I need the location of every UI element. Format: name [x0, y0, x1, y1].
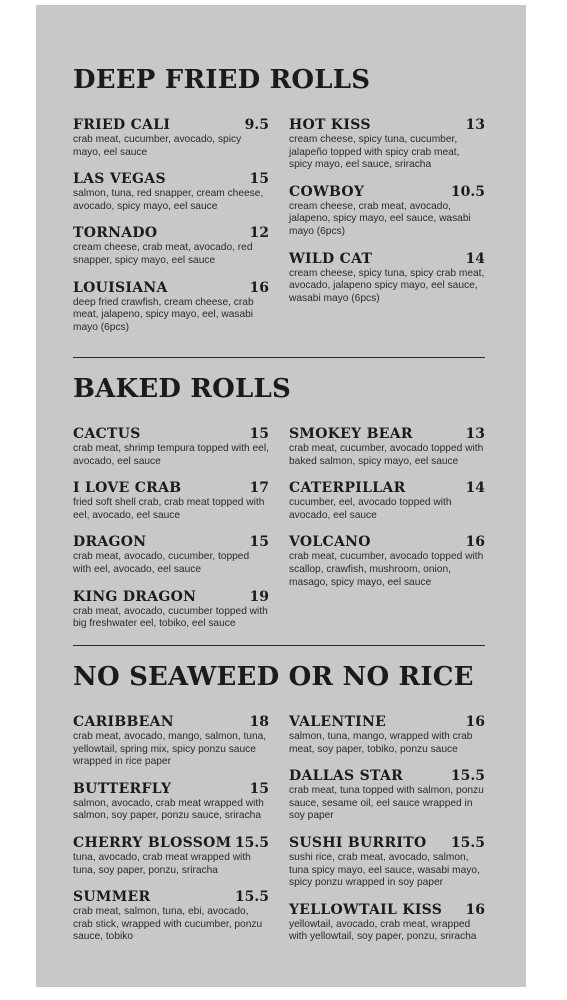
menu-item — [73, 225, 269, 267]
item-description: crab meat, cucumber, avocado topped with baked salmon, spicy mayo, eel sauce — [289, 443, 484, 467]
menu-item — [73, 280, 269, 335]
item-price: 16 — [465, 534, 485, 551]
section-title: DEEP FRIED ROLLS — [73, 65, 371, 95]
item-name: SUMMER — [73, 889, 151, 906]
menu-card — [36, 5, 526, 987]
section-no-seaweed-or-no-rice — [73, 662, 485, 943]
section-title: BAKED ROLLS — [73, 374, 291, 404]
item-price: 13 — [465, 117, 485, 133]
item-price: 15.5 — [234, 834, 269, 851]
menu-item — [73, 171, 269, 213]
item-price: 15.5 — [234, 889, 269, 906]
item-name: I LOVE CRAB — [73, 480, 182, 497]
item-name: CATERPILLAR — [289, 480, 406, 497]
item-description: salmon, tuna, mango, wrapped with crab meat, soy paper, tobiko, ponzu sauce — [289, 731, 473, 755]
item-name: COWBOY — [289, 183, 365, 200]
menu-column-right — [289, 426, 485, 601]
item-description: fried soft shell crab, crab meat topped with eel, avocado, eel sauce — [73, 497, 265, 521]
item-description: sushi rice, crab meat, avocado, salmon, tuna spicy mayo, eel sauce, wasabi mayo, spicy ponzu wrapped in soy paper — [289, 851, 480, 889]
menu-item — [73, 534, 269, 576]
section-title: NO SEAWEED OR NO RICE — [73, 662, 474, 692]
item-name: DALLAS STAR — [289, 768, 404, 785]
item-name: CHERRY BLOSSOM — [73, 834, 232, 851]
item-name: LOUISIANA — [73, 279, 168, 296]
item-description: crab meat, avocado, cucumber topped with big freshwater eel, tobiko, eel sauce — [73, 605, 268, 630]
item-price: 19 — [249, 588, 269, 605]
menu-item — [289, 768, 485, 823]
menu-item — [73, 889, 269, 944]
item-description: salmon, avocado, crab meat wrapped with salmon, soy paper, ponzu sauce, sriracha — [73, 797, 264, 822]
menu-column-left — [73, 714, 269, 956]
item-description: deep fried crawfish, cream cheese, crab meat, jalapeno, spicy mayo, eel, wasabi mayo (6pcs) — [73, 296, 254, 333]
item-price: 14 — [465, 250, 485, 267]
item-description: crab meat, salmon, tuna, ebi, avocado, crab stick, wrapped with cucumber, ponzu sauce, tobiko — [73, 906, 263, 943]
item-name: LAS VEGAS — [73, 171, 166, 188]
item-name: SUSHI BURRITO — [289, 834, 427, 851]
item-description: yellowtail, avocado, crab meat, wrapped with yellowtail, soy paper, ponzu, sriracha — [289, 918, 477, 943]
section-baked-rolls — [73, 374, 485, 630]
item-price: 15 — [249, 171, 269, 188]
item-price: 15 — [249, 534, 269, 551]
item-description: crab meat, avocado, mango, salmon, tuna, yellowtail, spring mix, spicy ponzu sauce wrapped in rice paper — [73, 731, 267, 768]
item-price: 17 — [249, 480, 269, 497]
item-price: 16 — [465, 714, 485, 730]
item-price: 16 — [249, 279, 269, 296]
menu-item — [73, 589, 269, 631]
section-deep-fried-rolls — [73, 65, 485, 333]
item-price: 14 — [465, 480, 485, 497]
menu-item — [289, 117, 485, 172]
menu-column-left — [73, 426, 269, 643]
item-description: cream cheese, spicy tuna, cucumber, jalapeño topped with spicy crab meat, spicy mayo, eel sauce, sriracha — [289, 134, 460, 171]
menu-item — [289, 426, 485, 468]
item-description: crab meat, tuna topped with salmon, ponzu sauce, sesame oil, eel sauce wrapped in soy paper — [289, 785, 484, 822]
menu-item — [289, 184, 485, 239]
item-description: crab meat, cucumber, avocado topped with scallop, crawfish, mushroom, onion, masago, spicy mayo, eel sauce — [289, 551, 484, 588]
item-price: 13 — [465, 426, 485, 442]
menu-item — [289, 534, 485, 589]
menu-item — [73, 426, 269, 468]
item-description: crab meat, avocado, cucumber, topped with eel, avocado, eel sauce — [73, 551, 250, 575]
item-description: crab meat, cucumber, avocado, spicy mayo, eel sauce — [73, 134, 242, 158]
section-divider — [73, 645, 485, 646]
menu-item — [73, 781, 269, 823]
item-price: 10.5 — [450, 183, 485, 200]
item-price: 16 — [465, 901, 485, 918]
menu-item — [73, 117, 269, 159]
section-divider — [73, 357, 485, 358]
item-name: YELLOWTAIL KISS — [289, 901, 443, 918]
item-name: HOT KISS — [289, 117, 371, 133]
menu-item — [289, 714, 485, 756]
item-name: DRAGON — [73, 534, 147, 551]
item-price: 18 — [249, 714, 269, 730]
item-price: 9.5 — [244, 117, 269, 133]
item-price: 15.5 — [450, 768, 485, 785]
item-name: BUTTERFLY — [73, 780, 172, 797]
item-name: KING DRAGON — [73, 588, 197, 605]
item-name: VOLCANO — [289, 534, 371, 551]
item-description: cream cheese, spicy tuna, spicy crab meat, avocado, jalapeno spicy mayo, eel sauce, wasabi mayo (6pcs) — [289, 267, 485, 304]
item-name: SMOKEY BEAR — [289, 426, 413, 442]
item-description: cucumber, eel, avocado topped with avocado, eel sauce — [289, 497, 452, 521]
menu-item — [289, 835, 485, 890]
item-description: tuna, avocado, crab meat wrapped with tuna, soy paper, ponzu, sriracha — [73, 851, 251, 876]
menu-column-right — [289, 117, 485, 317]
item-description: cream cheese, crab meat, avocado, jalapeno, spicy mayo, eel sauce, wasabi mayo (6pcs) — [289, 200, 471, 237]
menu-item — [73, 480, 269, 522]
menu-item — [289, 480, 485, 522]
item-description: salmon, tuna, red snapper, cream cheese, avocado, spicy mayo, eel sauce — [73, 188, 264, 212]
menu-item — [73, 714, 269, 769]
item-name: TORNADO — [73, 225, 158, 242]
item-price: 15 — [249, 780, 269, 797]
menu-column-left — [73, 117, 269, 346]
item-description: crab meat, shrimp tempura topped with eel, avocado, eel sauce — [73, 443, 269, 467]
item-price: 15.5 — [450, 834, 485, 851]
menu-item — [73, 835, 269, 877]
item-description: cream cheese, crab meat, avocado, red snapper, spicy mayo, eel sauce — [73, 242, 253, 266]
item-name: CARIBBEAN — [73, 714, 174, 730]
menu-item — [289, 902, 485, 944]
item-price: 12 — [249, 225, 269, 242]
item-price: 15 — [249, 426, 269, 442]
item-name: FRIED CALI — [73, 117, 171, 133]
item-name: WILD CAT — [289, 250, 373, 267]
menu-item — [289, 251, 485, 306]
item-name: VALENTINE — [289, 714, 387, 730]
item-name: CACTUS — [73, 426, 141, 442]
menu-column-right — [289, 714, 485, 956]
